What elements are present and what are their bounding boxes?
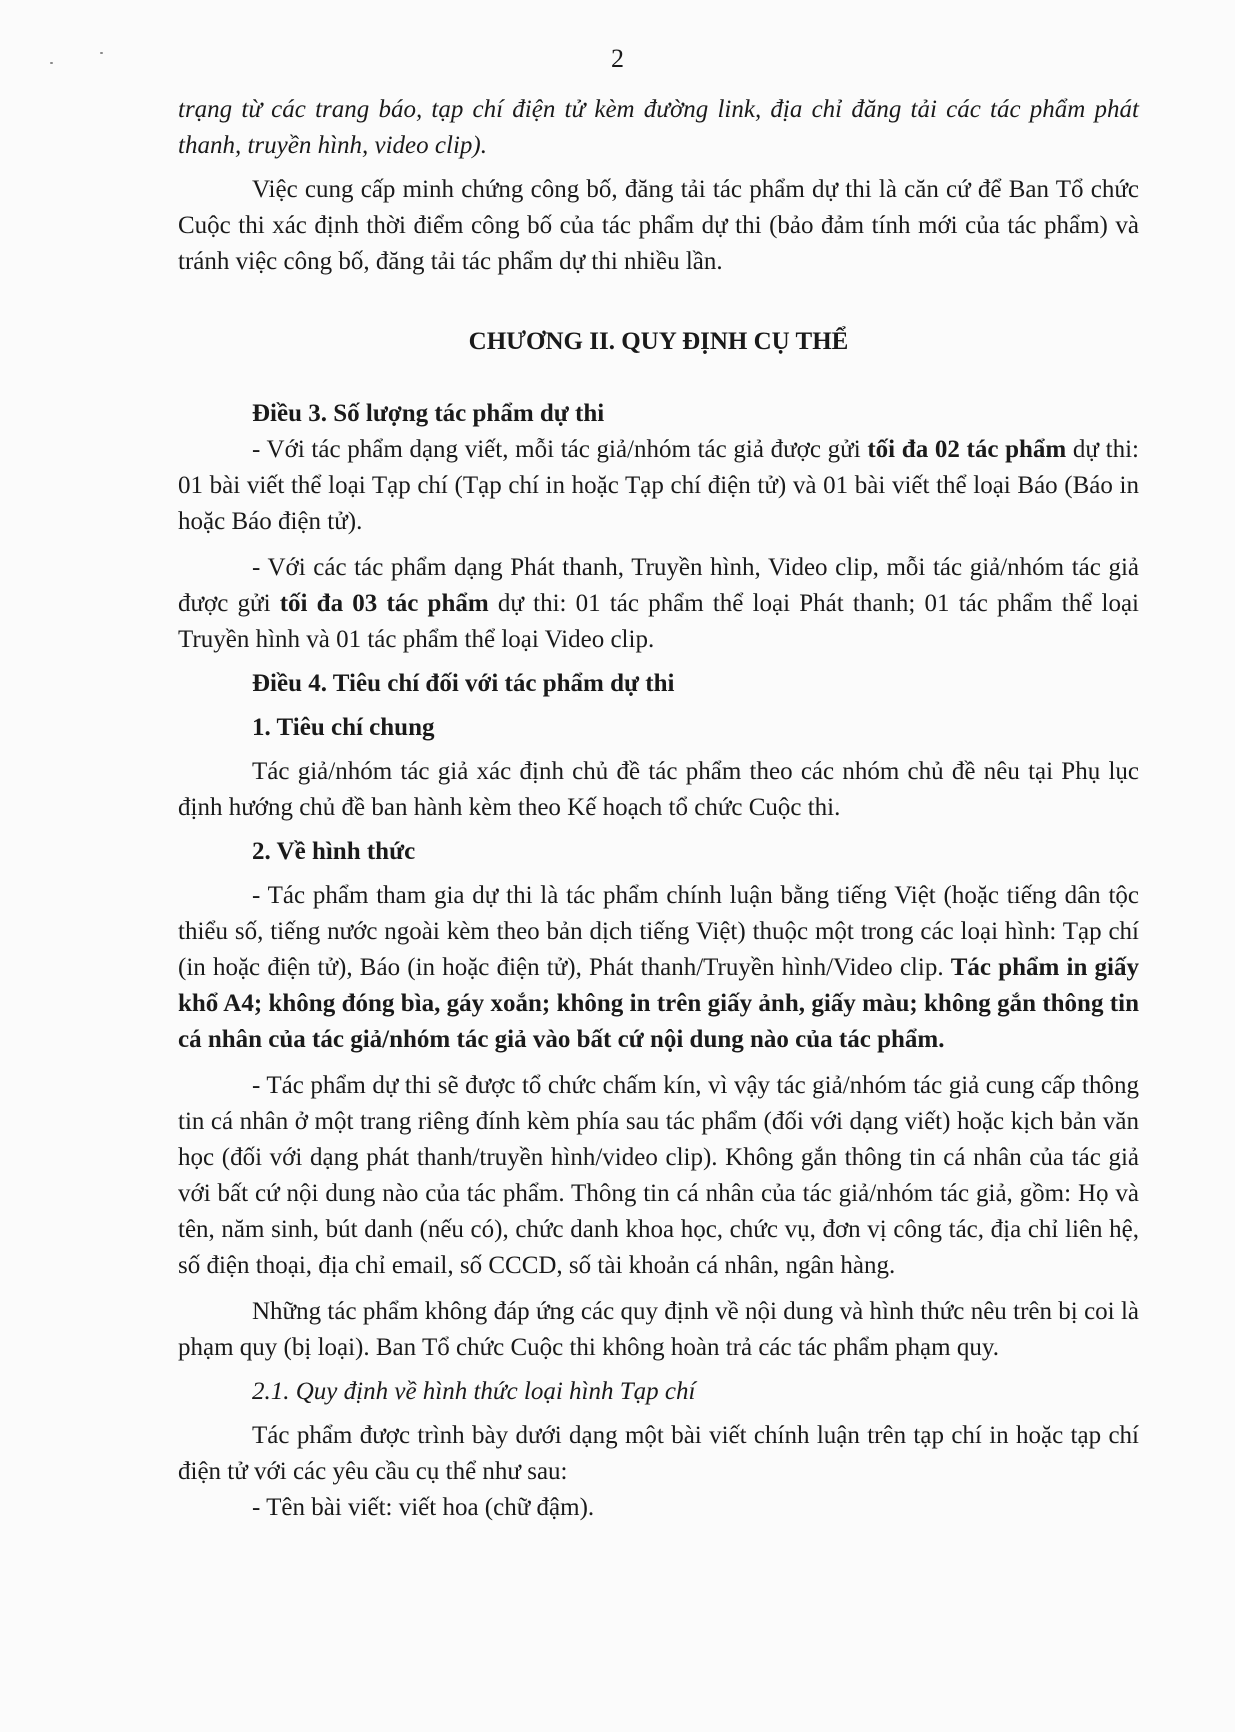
section-2-title: 2. Về hình thức [252,838,416,865]
text-run: - Với tác phẩm dạng viết, mỗi tác giả/nhóm tác giả được gửi [252,436,868,463]
section-2-1-title-rule: - Tên bài viết: viết hoa (chữ đậm). [252,1494,595,1521]
text-run: - Tác phẩm tham gia dự thi là tác phẩm chính luận bằng tiếng Việt (hoặc tiếng dân tộc thiểu số, tiếng nước ngoài kèm theo bản dịch tiếng Việt) thuộc một trong các loại hình: Tạp chí (in hoặc điện tử), Báo (in hoặc điện tử), Phát thanh/Truyền hình/Video clip. [178,882,1139,981]
section-2-format-paragraph [178,878,1139,1058]
text-run: dự thi: 01 tác phẩm thể loại Phát thanh; 01 tác phẩm thể loại Truyền hình và 01 tác phẩm thể loại Video clip. [178,590,1139,653]
article-3-title: Điều 3. Số lượng tác phẩm dự thi [252,400,605,427]
bold-text-run: Tác phẩm in giấy khổ A4; không đóng bìa, gáy xoắn; không in trên giấy ảnh, giấy màu; không gắn thông tin cá nhân của tác giả/nhóm tác giả vào bất cứ nội dung nào của tác phẩm. [178,954,1139,1053]
bold-text-run: tối đa 02 tác phẩm [867,436,1067,463]
section-1-title: 1. Tiêu chí chung [252,714,435,741]
section-2-personal-info-paragraph: - Tác phẩm dự thi sẽ được tổ chức chấm kín, vì vậy tác giả/nhóm tác giả cung cấp thông tin cá nhân ở một trang riêng đính kèm phía sau tác phẩm (đối với dạng viết) hoặc kịch bản văn học (đối với dạng phát thanh/truyền hình/video clip). Không gắn thông tin cá nhân của tác giả với bất cứ nội dung nào của tác phẩm. Thông tin cá nhân của tác giả/nhóm tác giả, gồm: Họ và tên, năm sinh, bút danh (nếu có), chức danh khoa học, chức vụ, đơn vị công tác, địa chỉ liên hệ, số điện thoại, địa chỉ email, số CCCD, số tài khoản cá nhân, ngân hàng. [178,1072,1139,1279]
text-run: dự thi: 01 bài viết thể loại Tạp chí (Tạp chí in hoặc Tạp chí điện tử) và 01 bài viết thể loại Báo (Báo in hoặc Báo điện tử). [178,436,1139,535]
section-2-1-title: 2.1. Quy định về hình thức loại hình Tạp chí [252,1378,696,1405]
page-number: 2 [611,44,624,73]
article-3-broadcast-works [178,550,1139,658]
section-2-violation-paragraph: Những tác phẩm không đáp ứng các quy định về nội dung và hình thức nêu trên bị coi là phạm quy (bị loại). Ban Tổ chức Cuộc thi không hoàn trả các tác phẩm phạm quy. [178,1298,1139,1361]
article-4-title: Điều 4. Tiêu chí đối với tác phẩm dự thi [252,670,675,697]
section-1-paragraph: Tác giả/nhóm tác giả xác định chủ đề tác phẩm theo các nhóm chủ đề nêu tại Phụ lục định hướng chủ đề ban hành kèm theo Kế hoạch tổ chức Cuộc thi. [178,758,1139,821]
text-run: - Với các tác phẩm dạng Phát thanh, Truyền hình, Video clip, mỗi tác giả/nhóm tác giả được gửi [178,554,1139,617]
chapter-title: CHƯƠNG II. QUY ĐỊNH CỤ THỂ [468,328,849,355]
bold-text-run: tối đa 03 tác phẩm [279,590,489,617]
paragraph-evidence-purpose: Việc cung cấp minh chứng công bố, đăng tải tác phẩm dự thi là căn cứ để Ban Tổ chức Cuộc thi xác định thời điểm công bố của tác phẩm dự thi (bảo đảm tính mới của tác phẩm) và tránh việc công bố, đăng tải tác phẩm dự thi nhiều lần. [178,176,1139,275]
section-2-1-paragraph: Tác phẩm được trình bày dưới dạng một bài viết chính luận trên tạp chí in hoặc tạp chí điện tử với các yêu cầu cụ thể như sau: [178,1422,1139,1485]
article-3-written-works [178,432,1139,540]
paragraph-evidence-tail: trạng từ các trang báo, tạp chí điện tử kèm đường link, địa chỉ đăng tải các tác phẩm phát thanh, truyền hình, video clip). [178,96,1139,159]
